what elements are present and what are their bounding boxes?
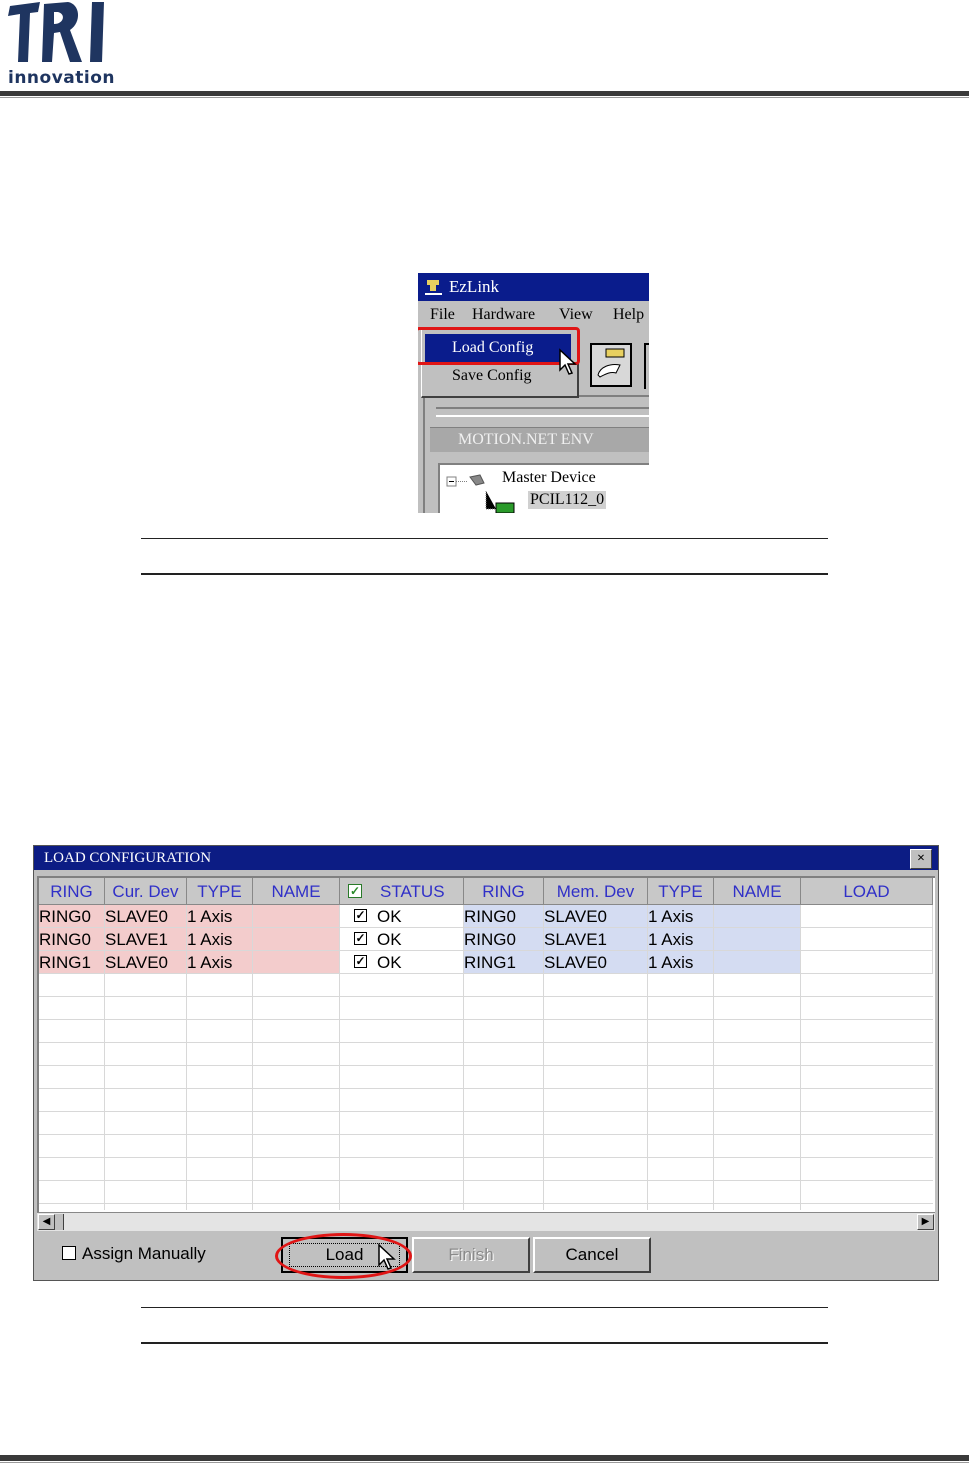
finish-button[interactable]: Finish: [412, 1237, 530, 1273]
cell-load[interactable]: [801, 905, 933, 928]
col-header-cur-dev[interactable]: Cur. Dev: [105, 878, 187, 905]
menu-view[interactable]: View: [559, 306, 593, 323]
dialog-title: LOAD CONFIGURATION: [44, 850, 212, 866]
empty-row: [39, 1135, 933, 1158]
empty-row: [39, 1043, 933, 1066]
logo-wordmark: innovation: [8, 68, 115, 88]
cell-mem-dev[interactable]: SLAVE0: [544, 951, 648, 974]
assign-manually-label: Assign Manually: [82, 1244, 206, 1263]
cell-mem-ring[interactable]: RING0: [464, 905, 544, 928]
toolbar-device-button[interactable]: [590, 343, 632, 387]
status-text: OK: [377, 953, 402, 972]
cell-cur-dev[interactable]: SLAVE0: [105, 905, 187, 928]
motion-net-env-header: MOTION.NET ENV: [430, 427, 649, 452]
empty-row: [39, 1181, 933, 1204]
toolbar-button-partial[interactable]: [644, 343, 649, 389]
empty-row: [39, 1066, 933, 1089]
cell-mem-ring[interactable]: RING0: [464, 928, 544, 951]
status-checkbox[interactable]: ✓: [355, 931, 366, 945]
cell-status[interactable]: [340, 951, 464, 974]
cell-mem-name[interactable]: [714, 928, 801, 951]
device-icon: [592, 345, 630, 385]
mouse-cursor-icon: [558, 348, 578, 378]
empty-row: [39, 1112, 933, 1135]
status-text: OK: [377, 907, 402, 926]
header-rule: [0, 91, 969, 96]
load-button[interactable]: Load: [281, 1237, 408, 1273]
caption-rule-top: [141, 538, 828, 539]
cell-name[interactable]: [253, 905, 340, 928]
ezlink-screenshot: [418, 273, 649, 513]
status-checkbox[interactable]: ✓: [355, 954, 366, 968]
cell-ring[interactable]: RING0: [39, 905, 105, 928]
cell-mem-type[interactable]: 1 Axis: [648, 951, 714, 974]
ezlink-groove: [436, 407, 649, 417]
cell-mem-type[interactable]: 1 Axis: [648, 905, 714, 928]
horizontal-scrollbar[interactable]: [37, 1212, 935, 1231]
empty-row: [39, 1089, 933, 1112]
cell-mem-dev[interactable]: SLAVE1: [544, 928, 648, 951]
col-header-mem-dev[interactable]: Mem. Dev: [544, 878, 648, 905]
col-header-status[interactable]: ✓ STATUS: [340, 878, 464, 905]
col-header-name-2[interactable]: NAME: [714, 878, 801, 905]
scroll-left-icon[interactable]: ◀: [38, 1214, 55, 1230]
scroll-thumb[interactable]: [55, 1214, 64, 1230]
empty-row: [39, 1020, 933, 1043]
caption-rule-bottom-2: [141, 1342, 828, 1344]
status-text: OK: [377, 930, 402, 949]
load-configuration-dialog: [33, 845, 939, 1281]
empty-row: [39, 1158, 933, 1181]
empty-row: [39, 974, 933, 997]
cell-mem-ring[interactable]: RING1: [464, 951, 544, 974]
assign-manually-checkbox[interactable]: [62, 1246, 76, 1260]
scroll-right-icon[interactable]: ▶: [917, 1214, 934, 1230]
ezlink-app-icon: [424, 278, 444, 296]
status-checkbox[interactable]: ✓: [355, 908, 366, 922]
cell-ring[interactable]: RING1: [39, 951, 105, 974]
tree-pcil112[interactable]: PCIL112_0: [530, 491, 605, 508]
cell-type[interactable]: 1 Axis: [187, 951, 253, 974]
close-icon[interactable]: ×: [910, 849, 932, 869]
ezlink-title: EzLink: [449, 277, 500, 296]
cell-mem-name[interactable]: [714, 951, 801, 974]
dialog-titlebar: [34, 846, 938, 870]
col-header-ring-2[interactable]: RING: [464, 878, 544, 905]
cell-type[interactable]: 1 Axis: [187, 928, 253, 951]
cell-cur-dev[interactable]: SLAVE1: [105, 928, 187, 951]
cell-mem-dev[interactable]: SLAVE0: [544, 905, 648, 928]
cell-mem-name[interactable]: [714, 905, 801, 928]
tri-logo-icon: [6, 2, 116, 66]
cell-status[interactable]: [340, 905, 464, 928]
menu-help[interactable]: Help: [613, 306, 645, 323]
ezlink-menubar: [418, 302, 649, 328]
menu-hardware[interactable]: Hardware: [472, 306, 536, 323]
cell-load[interactable]: [801, 928, 933, 951]
mouse-cursor-icon: [377, 1243, 397, 1273]
cell-status[interactable]: [340, 928, 464, 951]
cell-name[interactable]: [253, 928, 340, 951]
menu-item-save-config[interactable]: Save Config: [452, 367, 532, 384]
cancel-button[interactable]: Cancel: [533, 1237, 651, 1273]
col-header-type[interactable]: TYPE: [187, 878, 253, 905]
empty-row: [39, 997, 933, 1020]
menu-item-load-config[interactable]: Load Config: [425, 334, 571, 364]
cell-name[interactable]: [253, 951, 340, 974]
caption-rule-bottom: [141, 573, 828, 575]
footer-rule-thin: [0, 1462, 969, 1463]
col-header-type-2[interactable]: TYPE: [648, 878, 714, 905]
highlight-box: [418, 327, 580, 365]
cell-load[interactable]: [801, 951, 933, 974]
ezlink-titlebar: [418, 273, 649, 301]
col-header-name[interactable]: NAME: [253, 878, 340, 905]
col-header-ring[interactable]: RING: [39, 878, 105, 905]
tree-master-device[interactable]: Master Device: [502, 469, 596, 486]
select-all-checkbox[interactable]: ✓: [349, 884, 361, 898]
cell-cur-dev[interactable]: SLAVE0: [105, 951, 187, 974]
caption-rule-top-2: [141, 1307, 828, 1308]
col-header-load[interactable]: LOAD: [801, 878, 933, 905]
cell-ring[interactable]: RING0: [39, 928, 105, 951]
footer-rule: [0, 1455, 969, 1461]
cell-type[interactable]: 1 Axis: [187, 905, 253, 928]
menu-file[interactable]: File: [430, 306, 455, 323]
config-grid: [37, 876, 935, 1214]
cell-mem-type[interactable]: 1 Axis: [648, 928, 714, 951]
header-rule-thin: [0, 97, 969, 98]
device-tree: [438, 463, 649, 513]
